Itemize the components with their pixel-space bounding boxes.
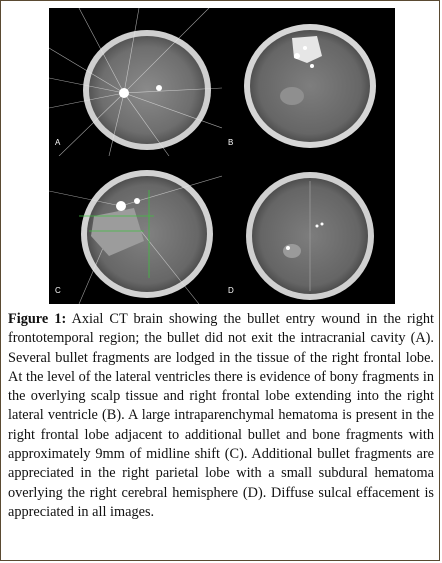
ct-scan-b-image: [222, 8, 395, 156]
figure-caption: [8, 310, 434, 522]
panel-label-a: A: [55, 138, 61, 147]
ct-scan-a-image: [49, 8, 222, 156]
panel-label-c: C: [55, 286, 61, 295]
ct-panel-a: [49, 8, 222, 156]
figure-label: Figure 1:: [8, 311, 67, 327]
figure-caption-text: Axial CT brain showing the bullet entry wound in the right frontotemporal region; the bullet did not exit the intracranial cavity (A). Several bullet fragments are lodged in the tissue of the right frontal lobe. At the level of the lateral ventricles there is evidence of bony fragments in the overlying scalp tissue and right frontal lobe extending into the right lateral ventricle (B). A large intraparenchymal hematoma is present in the right frontal lobe adjacent to additional bullet and bone fragments with approximately 9mm of midline shift (C). Additional bullet fragments are appreciated in the right parietal lobe with a small subdural hematoma overlying the right cerebral hemisphere (D). Diffuse sulcal effacement is appreciated in all images.: [8, 311, 434, 520]
panel-label-b: B: [228, 138, 234, 147]
ct-panel-d: [222, 156, 395, 304]
ct-panel-c: [49, 156, 222, 304]
panel-label-d: D: [228, 286, 234, 295]
ct-scan-d-image: [222, 156, 395, 304]
ct-scan-c-image: [49, 156, 222, 304]
ct-panel-b: [222, 8, 395, 156]
ct-image-grid: [49, 8, 395, 304]
